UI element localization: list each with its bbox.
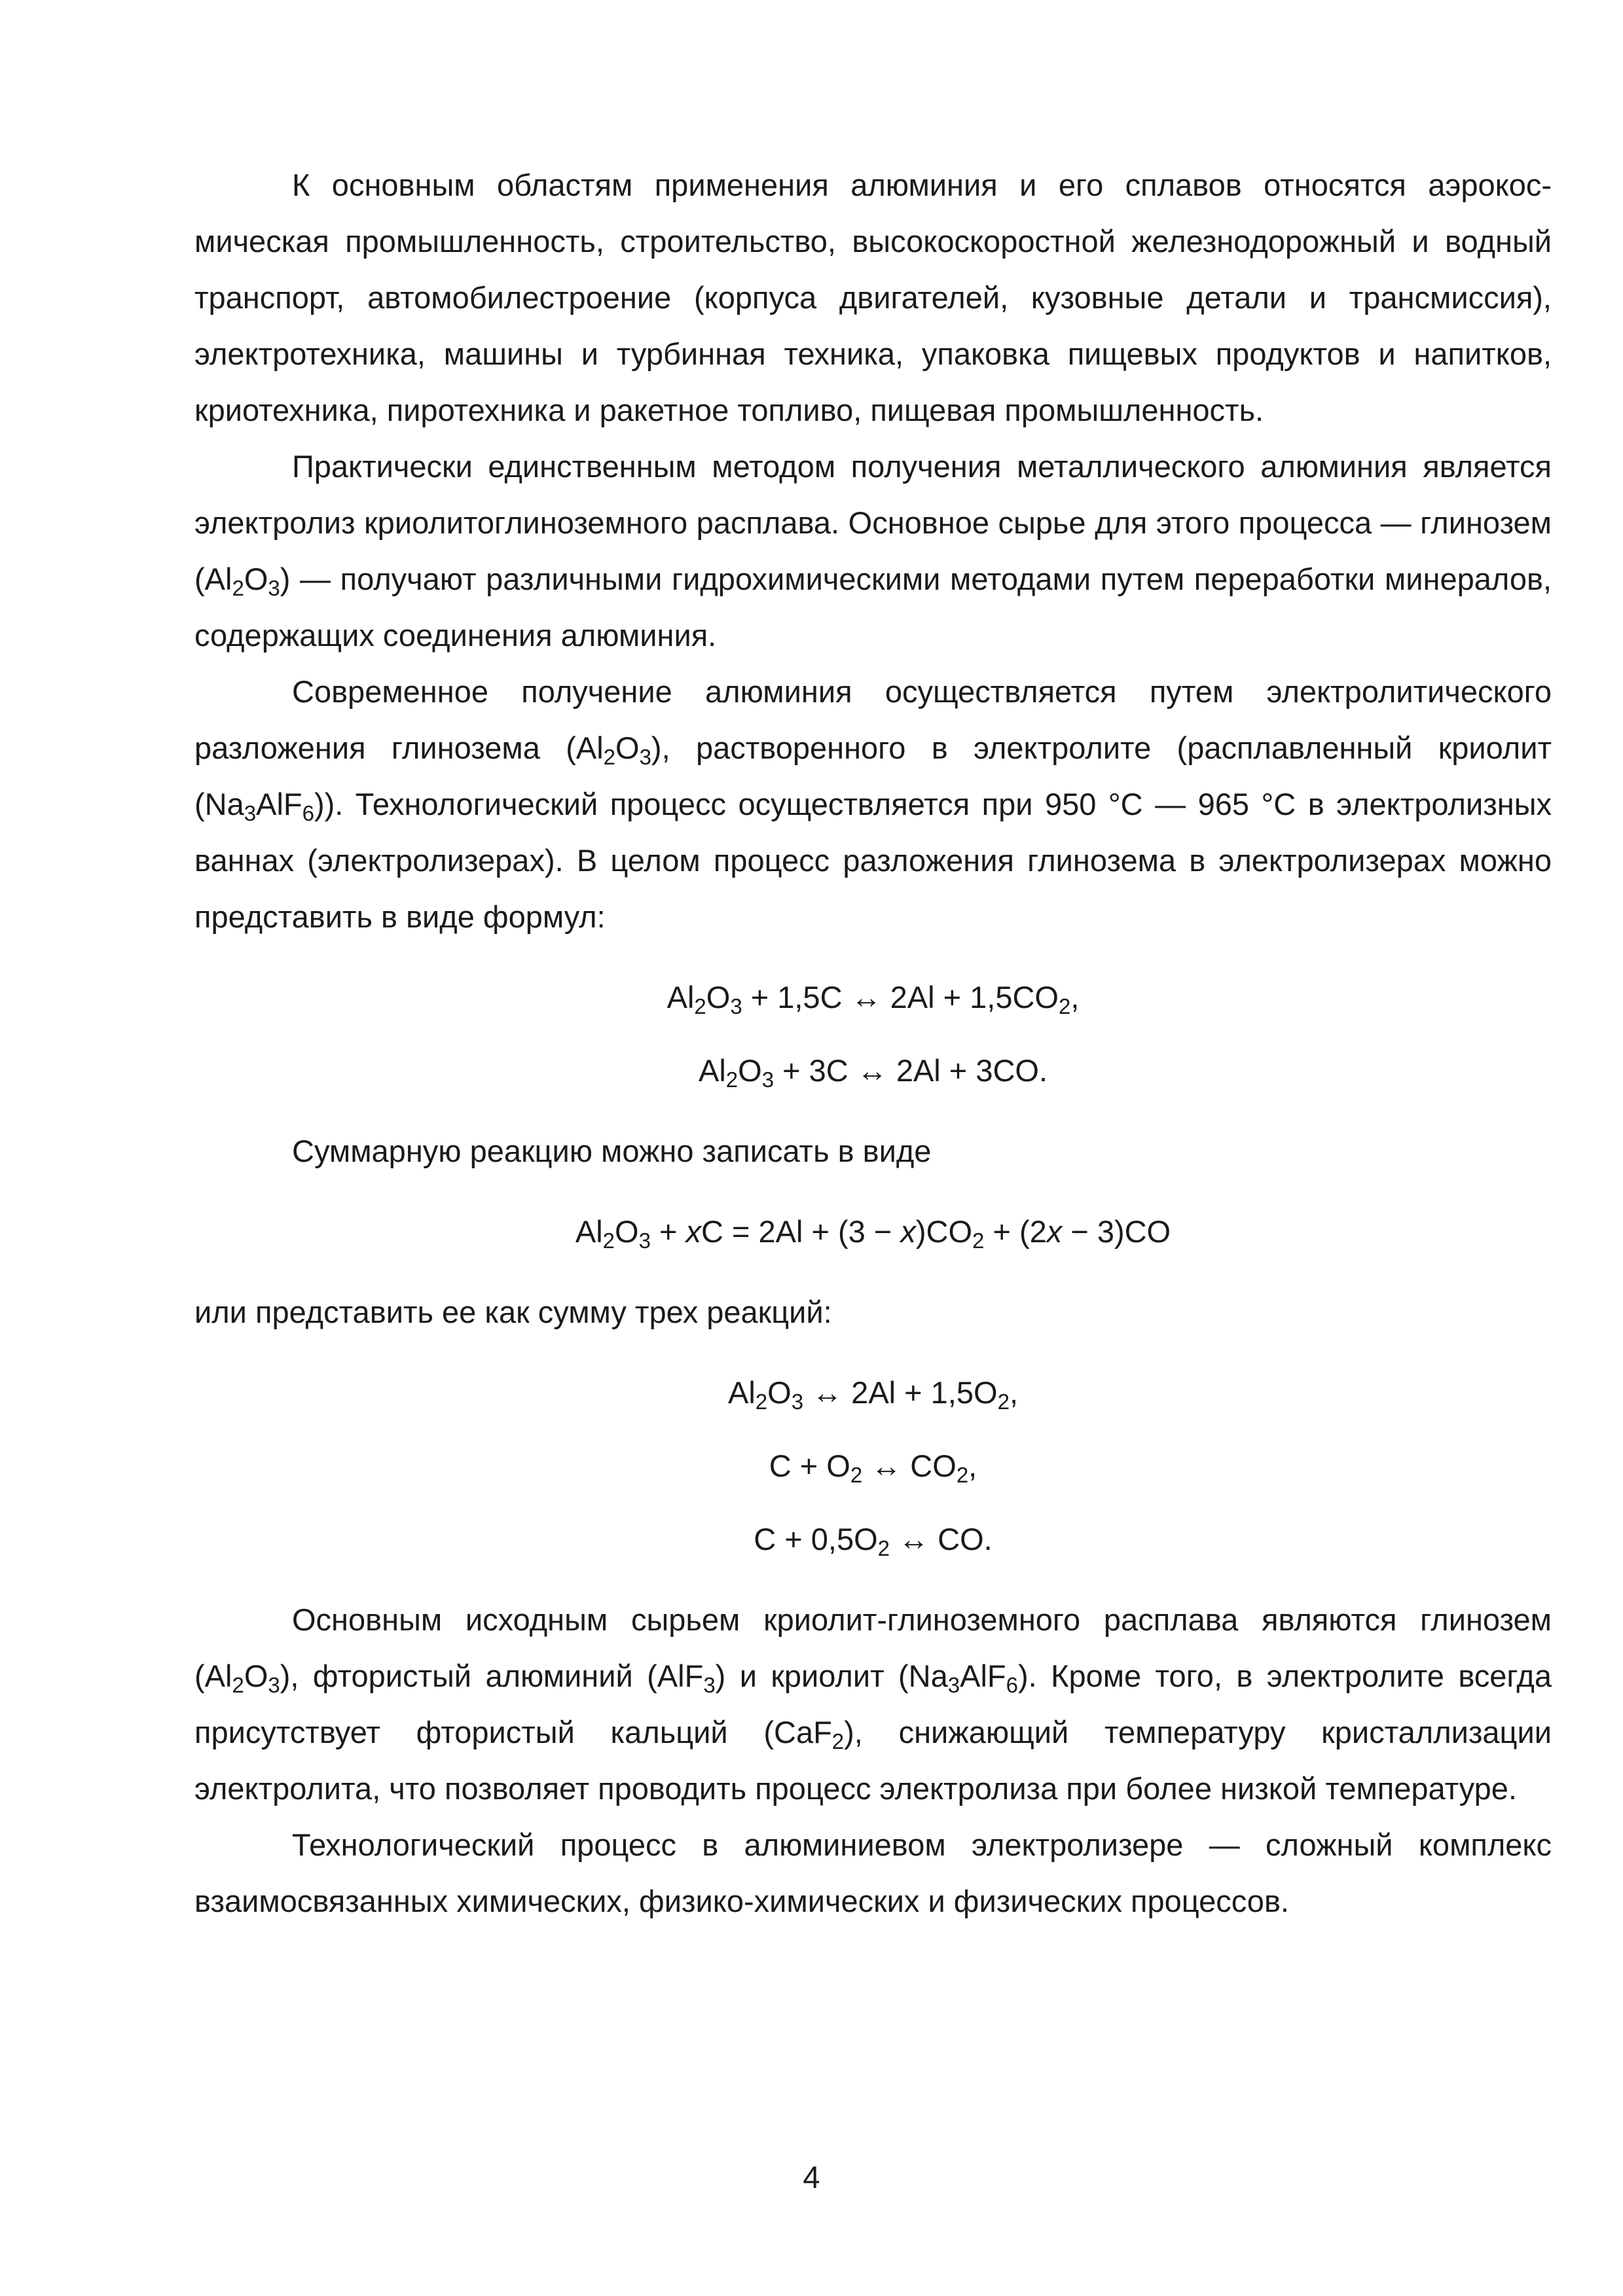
subscript: 2 xyxy=(603,745,615,769)
paragraph-raw-materials xyxy=(194,1592,1552,1817)
subscript: 2 xyxy=(956,1463,969,1487)
subscript: 3 xyxy=(761,1067,775,1092)
paragraph-text: ), фтористый алюминий (AlF xyxy=(280,1659,704,1693)
equation-text: Al xyxy=(666,980,695,1014)
equation-text: O xyxy=(767,1375,792,1410)
equation-text: + 1,5C ↔ 2Al + 1,5CO xyxy=(742,980,1059,1014)
equation-group-3 xyxy=(194,1356,1552,1576)
paragraph-text: Практически единственным методом получения металлического алюминия является электролиз криолитоглиноземного расплава. Основное сырье для этого процесса — глинозем (Al xyxy=(194,449,1552,596)
paragraph-applications xyxy=(194,157,1552,439)
subscript: 2 xyxy=(694,994,706,1018)
equation-text: ↔ 2Al + 1,5O xyxy=(803,1375,998,1410)
subscript: 3 xyxy=(639,745,651,769)
equation-text: Al xyxy=(698,1053,726,1088)
subscript: 2 xyxy=(877,1536,890,1560)
equation-text: , xyxy=(1009,1375,1018,1410)
equation-text: + (2 xyxy=(984,1214,1047,1249)
variable: x xyxy=(900,1214,916,1249)
subscript: 2 xyxy=(755,1390,768,1414)
paragraph-text: ). Кроме того, в электролите всегда присутствует фтористый кальций (CaF xyxy=(194,1659,1552,1749)
subscript: 3 xyxy=(791,1390,804,1414)
equation-text: + xyxy=(650,1214,686,1249)
equation-text: ↔ CO xyxy=(862,1448,957,1483)
subscript: 3 xyxy=(703,1673,716,1697)
subscript: 2 xyxy=(831,1729,845,1753)
subscript: 2 xyxy=(602,1229,615,1253)
equation-2 xyxy=(194,1034,1552,1107)
equation-5 xyxy=(194,1429,1552,1503)
subscript: 2 xyxy=(997,1390,1010,1414)
equation-text: Al xyxy=(575,1214,603,1249)
paragraph-electrolysis xyxy=(194,664,1552,945)
subscript: 3 xyxy=(730,994,742,1018)
paragraph-text: Современное получение алюминия осуществляется путем электролитического разложения глинозема (Al xyxy=(194,674,1552,765)
equation-text: + 3C ↔ 2Al + 3CO. xyxy=(774,1053,1048,1088)
paragraph-summary-intro xyxy=(194,1123,1552,1179)
subscript: 3 xyxy=(638,1229,651,1253)
equation-text: C + 0,5O xyxy=(754,1522,878,1556)
paragraph-text: ) и криолит (Na xyxy=(715,1659,948,1693)
paragraph-text: AlF xyxy=(256,787,302,821)
subscript: 3 xyxy=(947,1673,960,1697)
paragraph-text: ), снижающий температуру кристаллизации электролита, что позволяет проводить процесс электролиза при более низкой температуре. xyxy=(194,1715,1552,1806)
paragraph-text: Суммарную реакцию можно записать в виде xyxy=(292,1134,932,1168)
paragraph-text: Основным исходным сырьем криолит-глиноземного расплава являются глинозем (Al xyxy=(194,1602,1552,1693)
equation-group-1 xyxy=(194,961,1552,1107)
paragraph-text: К основным областям применения алюминия и его сплавов относятся аэрокосмическая промышленность, строительство, высокоскоростной железнодорожный и водный транспорт, автомобилестроение (корпуса двигателей, кузовные детали и трансмиссия), электротехника, машины и турбинная техника, упаковка пищевых продуктов и напитков, криотехника, пиротехника и ракетное топливо, пищевая промышленность. xyxy=(194,168,1552,427)
paragraph-text: )). Технологический процесс осуществляется при 950 °С — 965 °С в электролизных ваннах (электролизерах). В целом процесс разложения глинозема в электролизерах можно представить в виде формул: xyxy=(194,787,1552,934)
subscript: 2 xyxy=(850,1463,863,1487)
equation-text: , xyxy=(968,1448,977,1483)
equation-text: − 3)CO xyxy=(1062,1214,1171,1249)
subscript: 6 xyxy=(302,801,314,825)
paragraph-text: или представить ее как сумму трех реакций: xyxy=(194,1295,832,1329)
equation-text: Al xyxy=(727,1375,756,1410)
paragraph-text: O xyxy=(615,730,640,765)
equation-text: , xyxy=(1070,980,1080,1014)
subscript: 2 xyxy=(972,1229,985,1253)
paragraph-production-method xyxy=(194,439,1552,664)
equation-text: C = 2Al + (3 − xyxy=(701,1214,901,1249)
paragraph-text: O xyxy=(244,1659,268,1693)
equation-1 xyxy=(194,961,1552,1034)
equation-6 xyxy=(194,1503,1552,1576)
equation-3 xyxy=(194,1195,1552,1268)
equation-text: O xyxy=(706,980,731,1014)
equation-text: )CO xyxy=(915,1214,973,1249)
variable: x xyxy=(1046,1214,1063,1249)
subscript: 3 xyxy=(244,801,257,825)
variable: x xyxy=(685,1214,702,1249)
paragraph-text: O xyxy=(244,562,268,596)
paragraph-process-complexity xyxy=(194,1817,1552,1929)
document-page xyxy=(194,157,1552,1929)
equation-group-2 xyxy=(194,1195,1552,1268)
subscript: 2 xyxy=(1058,994,1071,1018)
paragraph-text: ) — получают различными гидрохимическими методами путем переработки минералов, содержащих соединения алюминия. xyxy=(194,562,1552,653)
paragraph-three-reactions-intro xyxy=(194,1284,1552,1340)
equation-text: O xyxy=(615,1214,639,1249)
subscript: 3 xyxy=(268,1673,280,1697)
equation-text: ↔ CO. xyxy=(890,1522,993,1556)
equation-text: O xyxy=(738,1053,762,1088)
equation-4 xyxy=(194,1356,1552,1429)
paragraph-text: AlF xyxy=(960,1659,1006,1693)
equation-text: C + O xyxy=(769,1448,850,1483)
subscript: 3 xyxy=(268,576,280,600)
page-number: 4 xyxy=(803,2160,820,2195)
paragraph-text: Технологический процесс в алюминиевом электролизере — сложный комплекс взаимосвязанных химических, физико-химических и физических процессов. xyxy=(194,1827,1552,1918)
subscript: 2 xyxy=(725,1067,739,1092)
paragraph-text: ), растворенного в электролите (расплавленный криолит (Na xyxy=(194,730,1552,821)
subscript: 6 xyxy=(1006,1673,1018,1697)
subscript: 2 xyxy=(232,576,244,600)
subscript: 2 xyxy=(232,1673,244,1697)
